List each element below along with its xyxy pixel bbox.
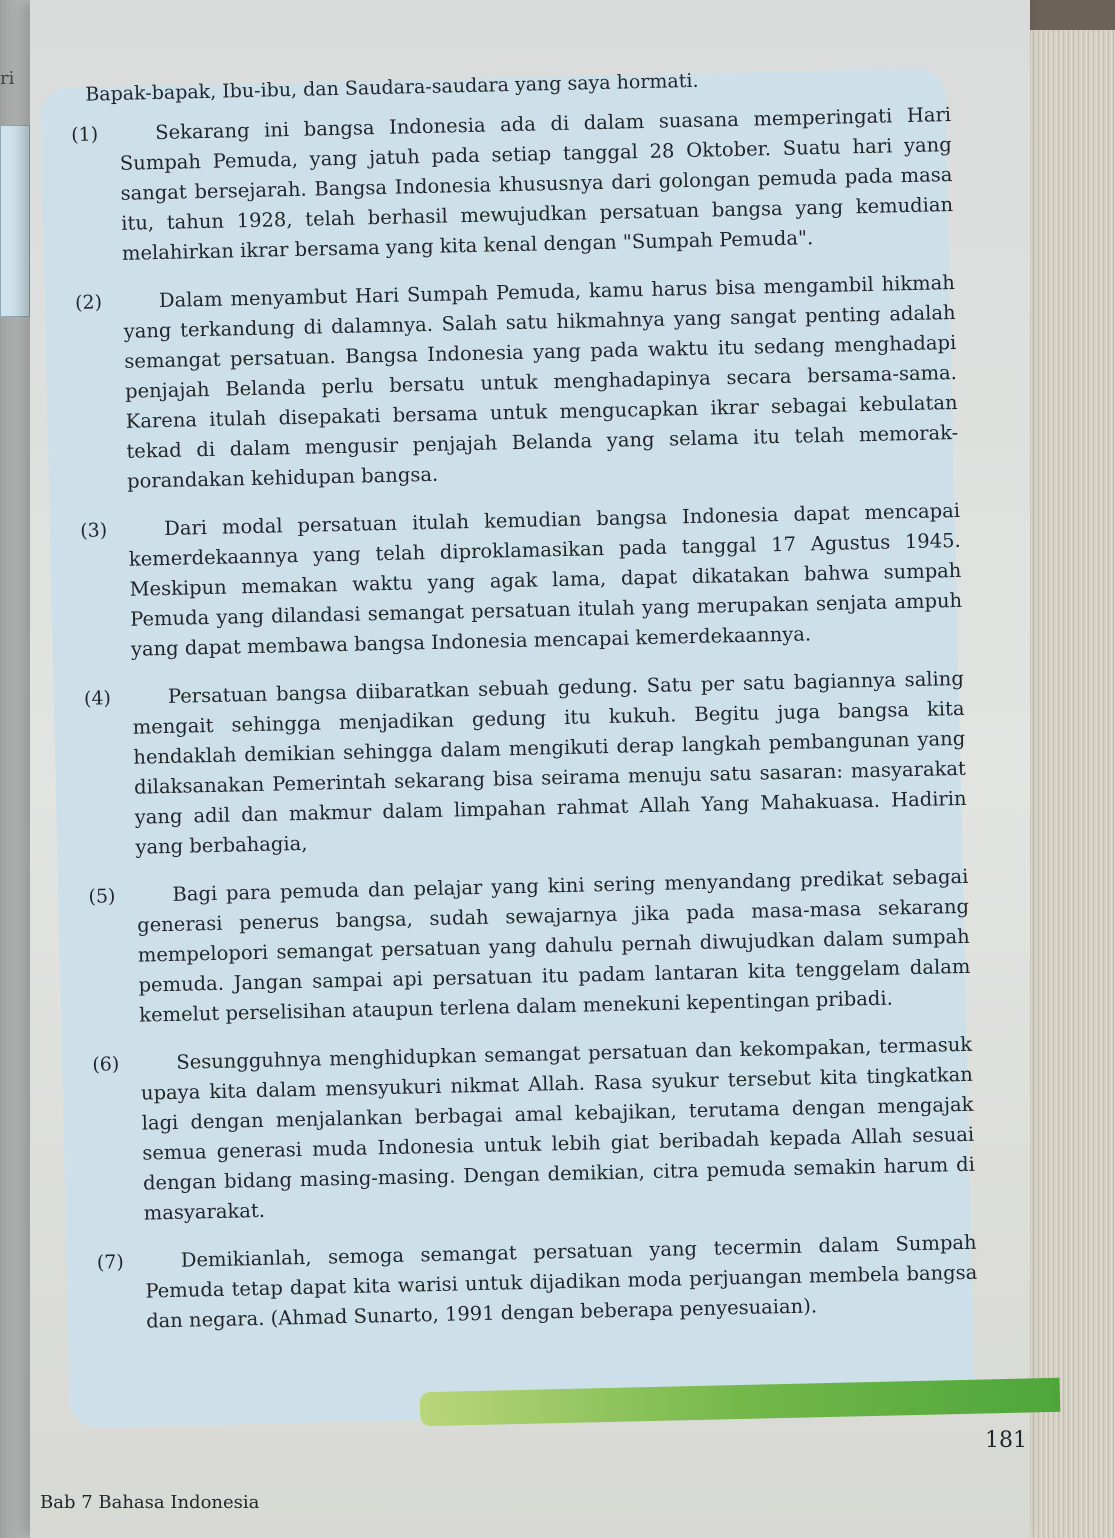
paragraph-text: Sekarang ini bangsa Indonesia ada di dalam suasana memperingati Hari Sumpah Pemuda, yang jatuh pada setiap tanggal 28 Oktober. Suatu hari yang sangat bersejarah. Bangsa Indonesia khususnya dari golongan pemuda pada masa itu, tahun 1928, telah berhasil mewujudkan persatuan bangsa yang kemudian melahirkan ikrar bersama yang kita kenal dengan "Sumpah Pemuda".	[119, 103, 954, 265]
paragraph-3	[80, 496, 963, 666]
paragraph-7	[96, 1228, 978, 1338]
chapter-footer: Bab 7 Bahasa Indonesia	[40, 1492, 260, 1513]
paragraph-4	[84, 664, 968, 864]
previous-page-text-fragment: ri	[0, 68, 15, 89]
paragraph-number: (6)	[92, 1053, 120, 1076]
paragraph-number: (2)	[74, 291, 103, 314]
previous-page-tab	[0, 125, 30, 317]
page-number: 181	[985, 1428, 1027, 1453]
paragraph-6	[92, 1030, 976, 1230]
paragraph-text: Dari modal persatuan itulah kemudian bangsa Indonesia dapat mencapai kemerdekaannya yang telah diproklamasikan pada tanggal 17 Agustus 1945. Meskipun memakan waktu yang agak lama, dapat dikatakan bahwa sumpah Pemuda yang dilandasi semangat persatuan itulah yang merupakan senjata ampuh yang dapat membawa bangsa Indonesia mencapai kemerdekaannya.	[128, 498, 963, 661]
paragraph-text: Sesungguhnya menghidupkan semangat persatuan dan kekompakan, termasuk upaya kita dalam mensyukuri nikmat Allah. Rasa syukur tersebut kita tingkatkan lagi dengan menjalankan berbagai amal kebajikan, terutama dengan mengajak semua generasi muda Indonesia untuk lebih giat beribadah kepada Allah sesuai dengan bidang masing-masing. Dengan demikian, citra pemuda semakin harum di masyarakat.	[140, 1032, 976, 1225]
paragraph-text: Persatuan bangsa diibaratkan sebuah gedung. Satu per satu bagiannya saling mengait sehingga menjadikan gedung itu kukuh. Begitu juga bangsa kita hendaklah demikian sehingga dalam mengikuti derap langkah pembangunan yang dilaksanakan Pemerintah sekarang bisa seirama menuju satu sasaran: masyarakat yang adil dan makmur dalam limpahan rahmat Allah Yang Mahakuasa. Hadirin yang berbahagia,	[132, 666, 967, 859]
paragraph-2	[75, 268, 960, 498]
salutation: Bapak-bapak, Ibu-ibu, dan Saudara-saudara yang saya hormati.	[85, 69, 699, 106]
paragraph-number: (5)	[88, 885, 116, 908]
paragraph-text: Dalam menyambut Hari Sumpah Pemuda, kamu harus bisa mengambil hikmah yang terkandung di dalamnya. Salah satu hikmahnya yang sangat penting adalah semangat persatuan. Bangsa Indonesia yang pada waktu itu sedang menghadapi penjajah Belanda perlu bersatu untuk menghadapinya secara bersama-sama. Karena itulah disepakati bersama untuk mengucapkan ikrar sebagai kebulatan tekad di dalam mengusir penjajah Belanda yang selama itu telah memorak-porandakan kehidupan bangsa.	[123, 270, 959, 493]
paragraph-number: (7)	[96, 1251, 125, 1274]
speech-text-block	[70, 60, 979, 1356]
paragraph-number: (4)	[83, 687, 112, 710]
paragraph-number: (3)	[79, 519, 108, 542]
paragraph-text: Demikianlah, semoga semangat persatuan yang tecermin dalam Sumpah Pemuda tetap dapat kita warisi untuk dijadikan moda perjuangan membela bangsa dan negara. (Ahmad Sunarto, 1991 dengan beberapa penyesuaian).	[145, 1230, 978, 1333]
paragraph-text: Bagi para pemuda dan pelajar yang kini sering menyandang predikat sebagai generasi penerus bangsa, sudah sewajarnya jika pada masa-masa sekarang mempelopori semangat persatuan yang dahulu pernah diwujudkan dalam sumpah pemuda. Jangan sampai api persatuan itu padam lantaran kita tenggelam dalam kemelut perselisihan ataupun terlena dalam menekuni kepentingan pribadi.	[136, 864, 971, 1027]
paragraph-5	[88, 862, 971, 1032]
paragraph-number: (1)	[70, 123, 99, 146]
paragraph-1	[71, 100, 954, 270]
